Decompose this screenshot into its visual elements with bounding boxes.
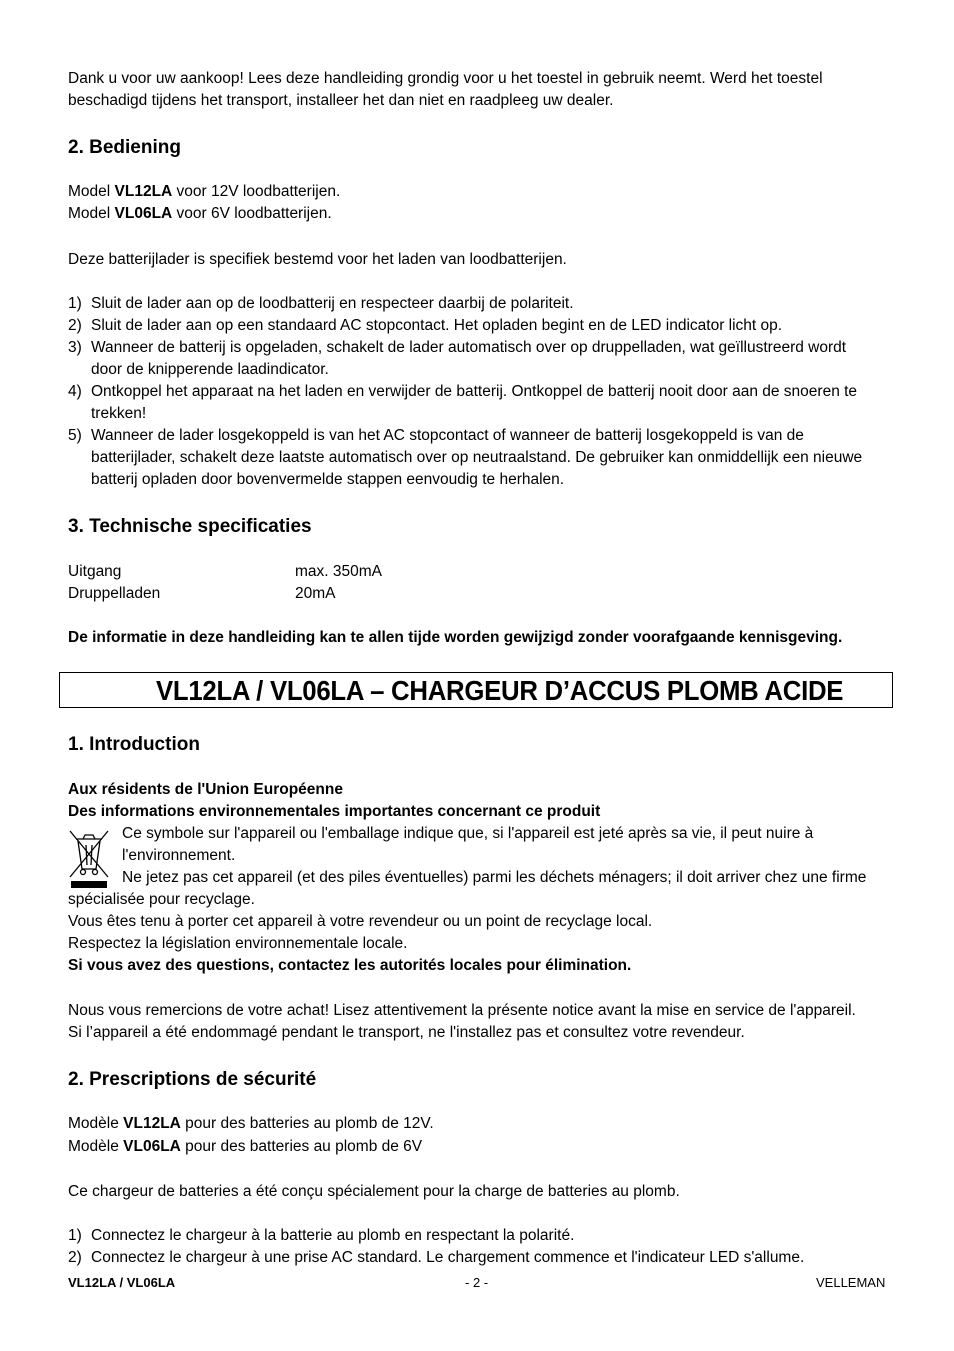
purpose-nl: Deze batterijlader is specifiek bestemd voor het laden van loodbatterijen. — [68, 251, 567, 268]
weee-line-2: l'environnement. — [122, 847, 236, 864]
model-name: VL12LA — [123, 1115, 181, 1132]
eu-title: Aux résidents de l'Union Européenne — [68, 781, 343, 798]
model-name: VL12LA — [114, 183, 173, 200]
section-heading-introduction: 1. Introduction — [68, 734, 200, 755]
model-line-vl06la-fr: Modèle VL06LA pour des batteries au plomb de 6V — [68, 1138, 423, 1155]
intro-nl-line-2: beschadigd tijdens het transport, installeer het dan niet en raadpleeg uw dealer. — [68, 92, 614, 109]
weee-line-5: Vous êtes tenu à porter cet appareil à votre revendeur ou un point de recyclage local. — [68, 913, 653, 930]
intro-nl-line-1: Dank u voor uw aankoop! Lees deze handleiding grondig voor u het toestel in gebruik neemt. Werd het toestel — [68, 70, 823, 87]
footer-page-number: - 2 - — [465, 1275, 489, 1290]
list-item: 2) Connectez le chargeur à une prise AC standard. Le chargement commence et l'indicateur LED s'allume. — [68, 1249, 805, 1266]
weee-line-1: Ce symbole sur l'appareil ou l'emballage indique que, si l'appareil est jeté après sa vie, il peut nuire à — [122, 825, 814, 842]
weee-line-3: Ne jetez pas cet appareil (et des piles éventuelles) parmi les déchets ménagers; il doit arriver chez une firme — [122, 869, 867, 886]
list-item: 3) Wanneer de batterij is opgeladen, schakelt de lader automatisch over op druppelladen, wat geïllustreerd wordt door de knipperende laadindicator. — [68, 339, 847, 378]
model-line-vl12la-fr: Modèle VL12LA pour des batteries au plomb de 12V. — [68, 1115, 434, 1132]
model-name: VL06LA — [114, 205, 173, 222]
weee-contact-notice: Si vous avez des questions, contactez les autorités locales pour élimination. — [68, 957, 632, 974]
model-line-vl06la-nl: Model VL06LA voor 6V loodbatterijen. — [68, 205, 332, 222]
list-item: 1) Connectez le chargeur à la batterie au plomb en respectant la polarité. — [68, 1227, 575, 1244]
list-item: 5) Wanneer de lader losgekoppeld is van het AC stopcontact of wanneer de batterij losgekoppeld is van de batterijlader, schakelt deze laatste automatisch over op neutraalstand. De gebruiker kan onmiddellijk een nieuwe batterij opladen door bovenvermelde stappen eenvoudig te herhalen. — [68, 427, 863, 488]
section-banner — [59, 672, 893, 708]
footer-brand: VELLEMAN — [816, 1275, 886, 1290]
banner-title: VL12LA / VL06LA – CHARGEUR D’ACCUS PLOMB ACIDE — [156, 675, 844, 706]
section-heading-securite: 2. Prescriptions de sécurité — [68, 1069, 317, 1090]
model-name: VL06LA — [123, 1138, 181, 1155]
thanks-fr-line-1: Nous vous remercions de votre achat! Lisez attentivement la présente notice avant la mise en service de l'appareil. — [68, 1002, 856, 1019]
thanks-fr-line-2: Si l’appareil a été endommagé pendant le transport, ne l'installez pas et consultez votre revendeur. — [68, 1024, 745, 1041]
list-item: 1) Sluit de lader aan op de loodbatterij en respecteer daarbij de polariteit. — [68, 295, 574, 312]
footer-model: VL12LA / VL06LA — [68, 1275, 176, 1290]
model-line-vl12la-nl: Model VL12LA voor 12V loodbatterijen. — [68, 183, 341, 200]
change-notice: De informatie in deze handleiding kan te allen tijde worden gewijzigd zonder voorafgaande kennisgeving. — [68, 629, 843, 646]
weee-line-6: Respectez la législation environnementale locale. — [68, 935, 408, 952]
list-item: 2) Sluit de lader aan op een standaard AC stopcontact. Het opladen begint en de LED indicator licht op. — [68, 317, 783, 334]
purpose-fr: Ce chargeur de batteries a été conçu spécialement pour la charge de batteries au plomb. — [68, 1183, 680, 1200]
weee-line-4: spécialisée pour recyclage. — [68, 891, 255, 908]
eu-subtitle: Des informations environnementales importantes concernant ce produit — [68, 803, 601, 820]
section-heading-specs: 3. Technische specificaties — [68, 516, 312, 537]
section-heading-bediening: 2. Bediening — [68, 137, 181, 158]
list-item: 4) Ontkoppel het apparaat na het laden en verwijder de batterij. Ontkoppel de batterij nooit door aan de snoeren te trekken! — [68, 383, 858, 422]
crossed-out-wheelie-bin-icon — [68, 827, 110, 889]
